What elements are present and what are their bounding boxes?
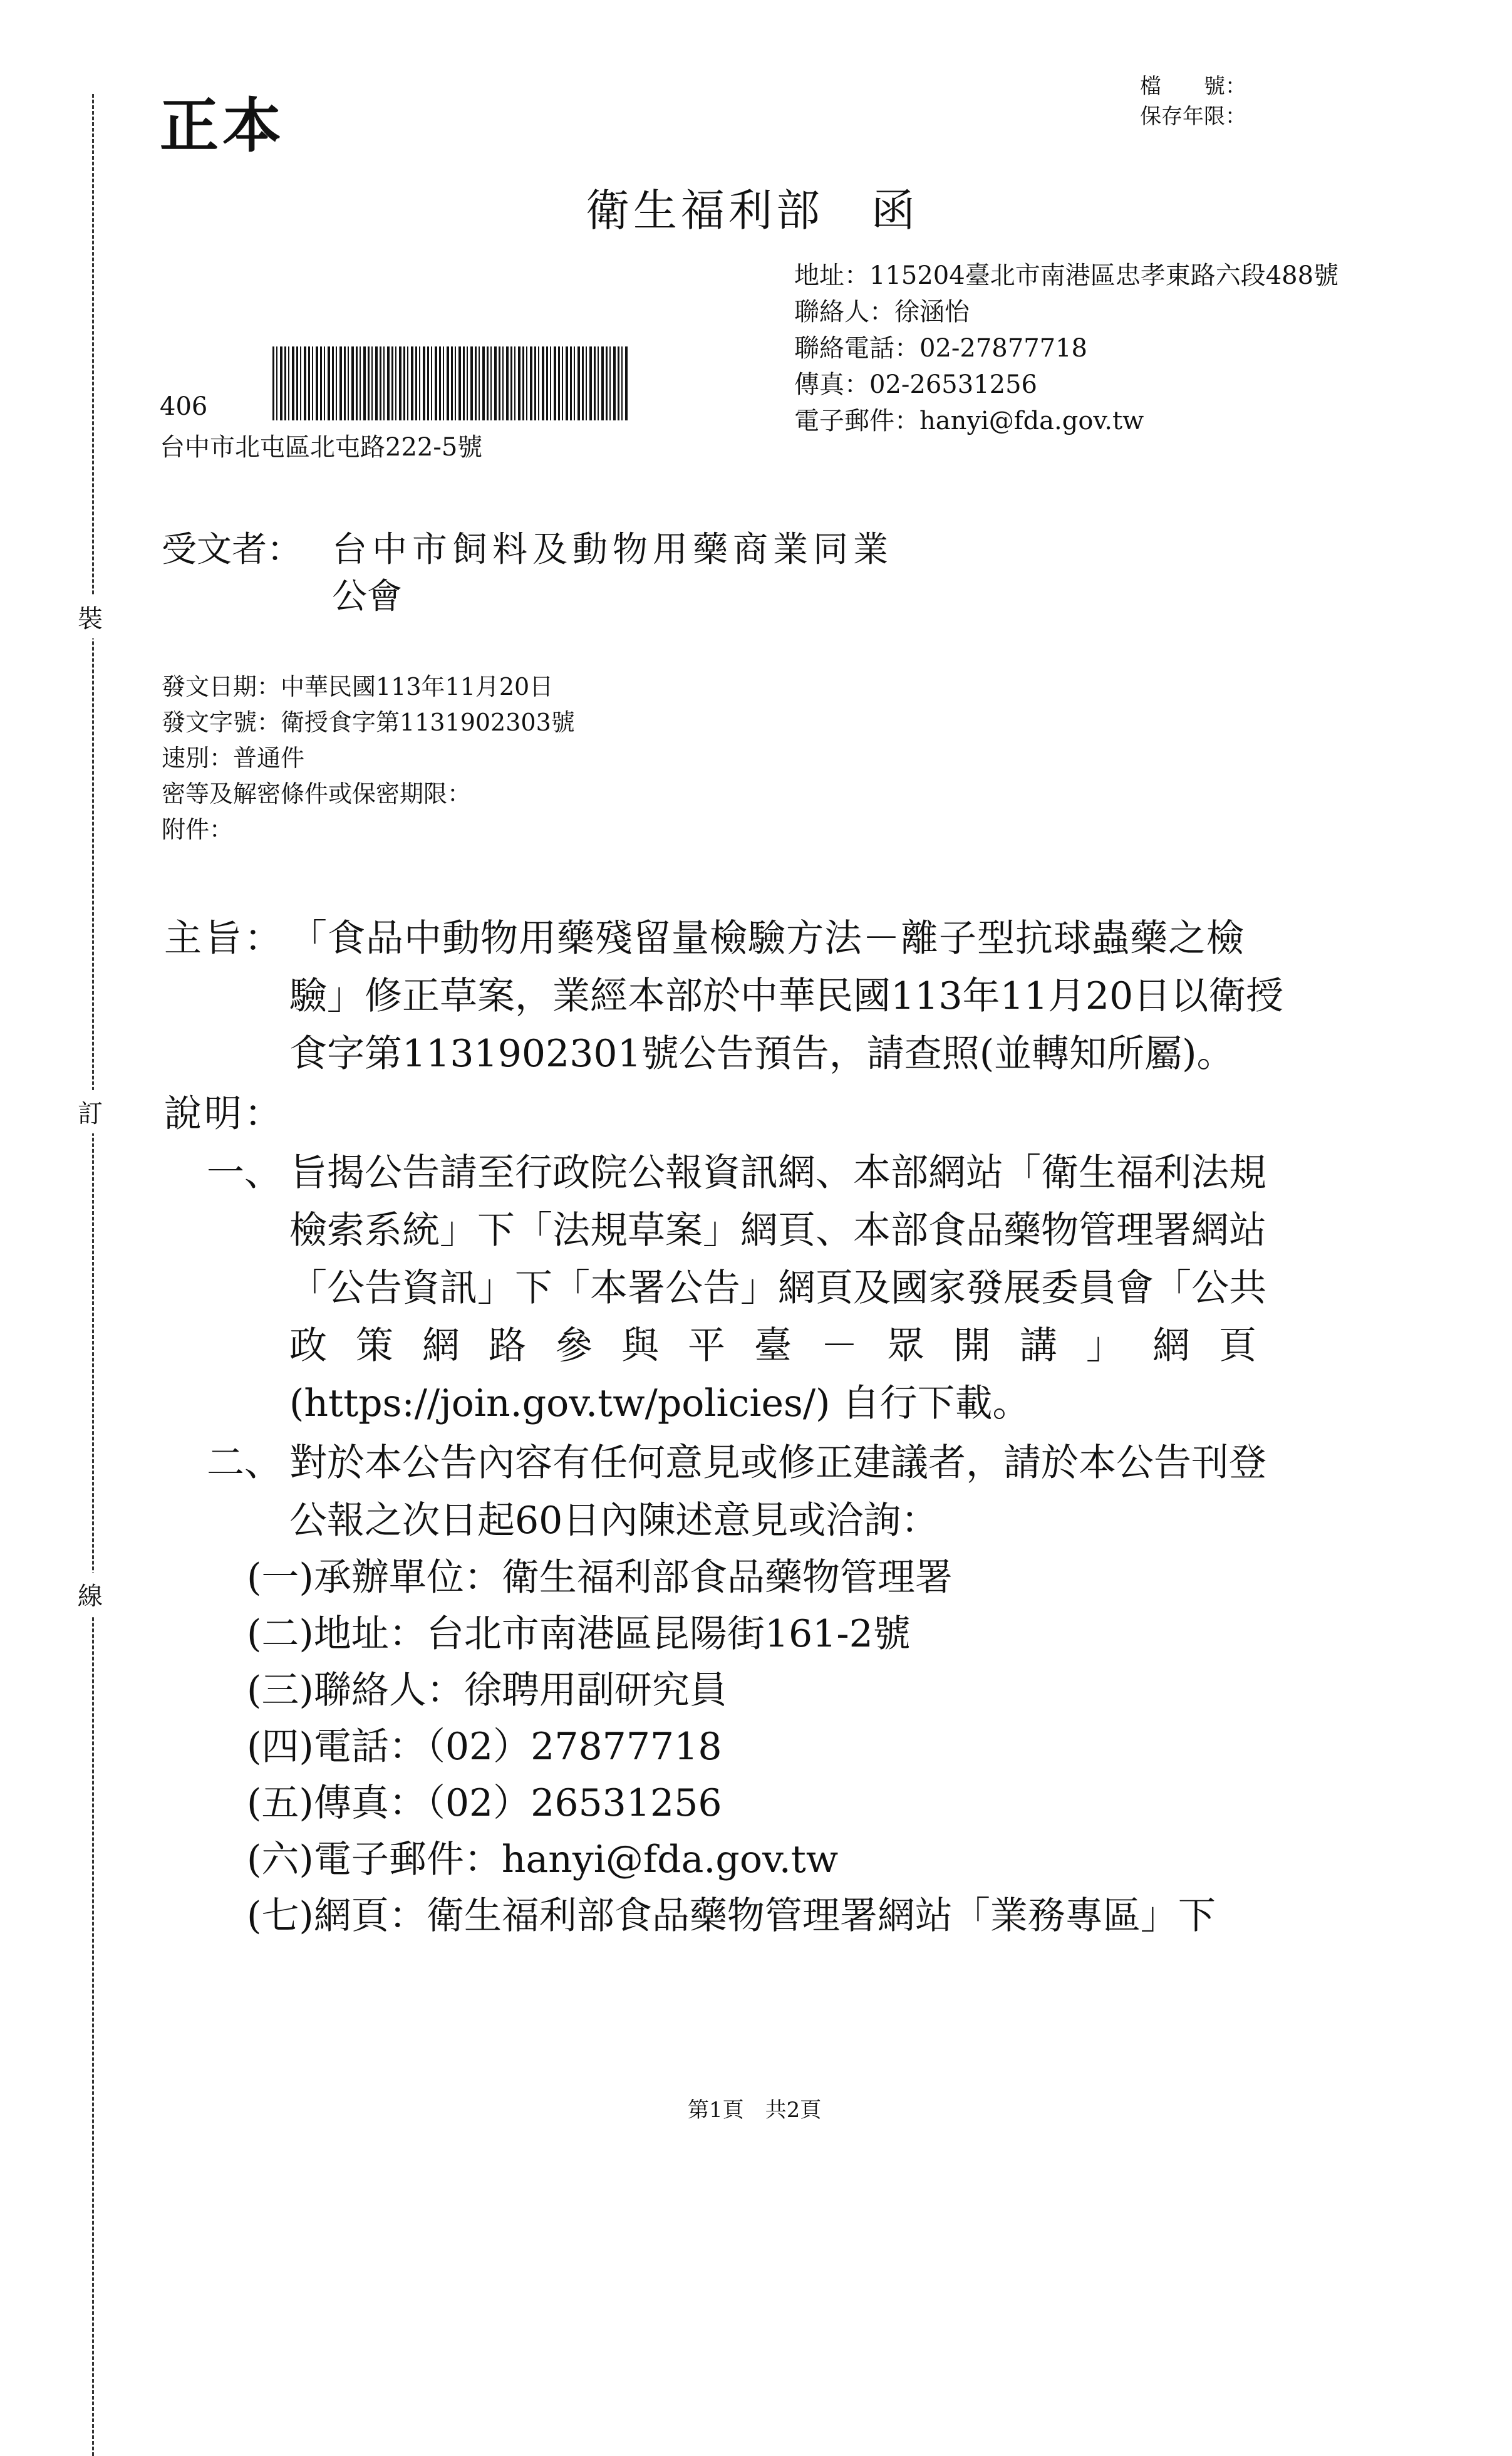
explanation-item1-line3: 「公告資訊」下「本署公告」網頁及國家發展委員會「公共 <box>289 1266 1266 1310</box>
subject-line2: 驗」修正草案，業經本部於中華民國113年11月20日以衛授 <box>289 974 1284 1018</box>
contact-subitem-address: (二)地址：台北市南港區昆陽街161-2號 <box>247 1612 911 1656</box>
explanation-item1-line1: 旨揭公告請至行政院公報資訊網、本部網站「衛生福利法規 <box>289 1151 1266 1195</box>
document-number: 發文字號：衛授食字第1131902303號 <box>162 709 575 736</box>
binding-mark-xian: 線 <box>78 1573 103 1616</box>
explanation-item2-marker: 二、 <box>207 1441 282 1485</box>
contact-subitem-person: (三)聯絡人：徐聘用副研究員 <box>247 1668 727 1712</box>
original-copy-mark: 正本 <box>160 91 286 160</box>
sender-address: 地址：115204臺北市南港區忠孝東路六段488號 <box>794 261 1339 290</box>
delivery-speed: 速別：普通件 <box>162 744 305 772</box>
sender-email: 電子郵件：hanyi@fda.gov.tw <box>794 407 1144 435</box>
subject-line1: 「食品中動物用藥殘留量檢驗方法－離子型抗球蟲藥之檢 <box>289 917 1245 960</box>
postal-code: 406 <box>160 392 208 421</box>
binding-mark-ding: 訂 <box>78 1090 103 1133</box>
contact-subitem-webpage: (七)網頁：衛生福利部食品藥物管理署網站「業務專區」下 <box>247 1894 1216 1938</box>
sender-phone: 聯絡電話：02-27877718 <box>794 334 1088 363</box>
addressee-name-line1: 台中市飼料及動物用藥商業同業 <box>332 529 893 570</box>
retention-period-label: 保存年限： <box>1140 104 1246 129</box>
explanation-item2-line2: 公報之次日起60日內陳述意見或洽詢： <box>289 1499 939 1543</box>
sender-contact: 聯絡人：徐涵怡 <box>794 298 970 326</box>
contact-subitem-phone: (四)電話：（02）27877718 <box>247 1725 722 1769</box>
explanation-label: 說明： <box>164 1092 284 1136</box>
document-title: 衛生福利部 函 <box>586 185 919 236</box>
explanation-item2-line1: 對於本公告內容有任何意見或修正建議者，請於本公告刊登 <box>289 1441 1266 1485</box>
subject-label: 主旨： <box>164 917 284 960</box>
secrecy-level: 密等及解密條件或保密期限： <box>162 780 472 808</box>
binding-mark-zhuang: 裝 <box>78 595 103 638</box>
issue-date: 發文日期：中華民國113年11月20日 <box>162 673 554 700</box>
addressee-label: 受文者： <box>162 529 302 570</box>
barcode <box>272 346 629 420</box>
contact-subitem-fax: (五)傳真：（02）26531256 <box>247 1781 722 1825</box>
contact-subitem-email: (六)電子郵件：hanyi@fda.gov.tw <box>247 1838 839 1881</box>
binding-dashed-line <box>92 94 94 2456</box>
recipient-address: 台中市北屯區北屯路222-5號 <box>160 433 483 462</box>
page-number: 第1頁 共2頁 <box>688 2098 822 2123</box>
subject-line3: 食字第1131902301號公告預告，請查照(並轉知所屬)。 <box>289 1032 1235 1076</box>
addressee-name-line2: 公會 <box>332 576 402 617</box>
file-number-label: 檔 號： <box>1140 74 1246 99</box>
explanation-item1-url-line: (https://join.gov.tw/policies/) 自行下載。 <box>289 1382 1030 1425</box>
sender-fax: 傳真：02-26531256 <box>794 370 1038 399</box>
attachment: 附件： <box>162 816 234 843</box>
explanation-item1-line2: 檢索系統」下「法規草案」網頁、本部食品藥物管理署網站 <box>289 1209 1266 1252</box>
contact-subitem-unit: (一)承辦單位：衛生福利部食品藥物管理署 <box>247 1556 953 1600</box>
explanation-item1-line4: 政策網路參與平臺－眾開講」網頁 <box>289 1324 1285 1368</box>
explanation-item1-marker: 一、 <box>207 1151 282 1195</box>
